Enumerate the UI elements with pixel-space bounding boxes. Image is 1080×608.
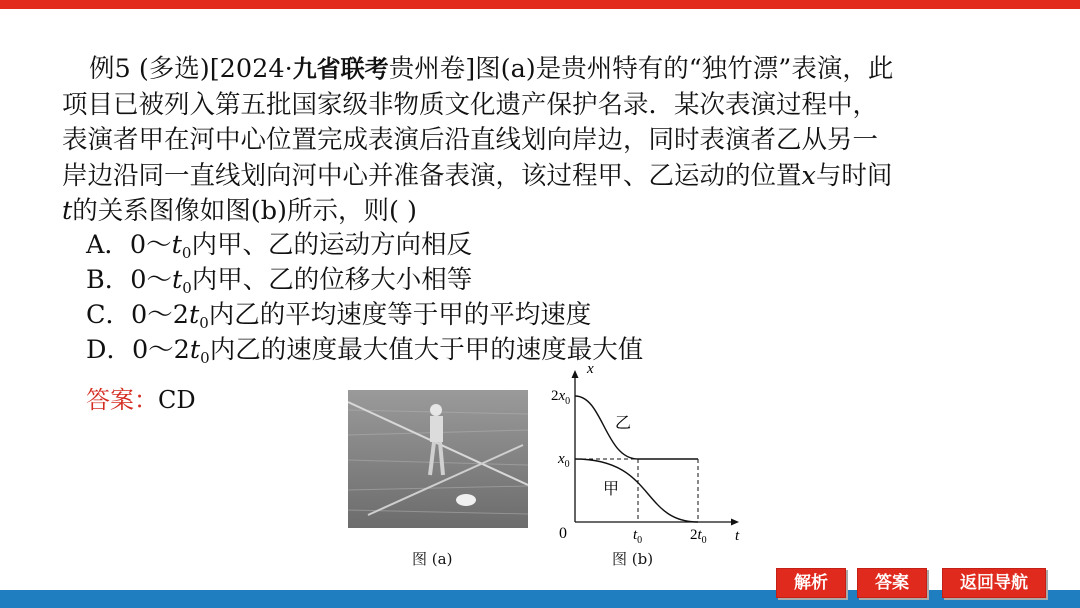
figure-a-caption: 图 (a) (412, 550, 453, 568)
y-axis-label: x (587, 362, 594, 377)
tick-t0 (633, 527, 642, 544)
answer-button[interactable]: 答案 (857, 568, 927, 598)
question-line-4 (62, 159, 1032, 195)
analysis-button[interactable]: 解析 (776, 568, 846, 598)
curve-jia (575, 459, 698, 522)
question-line-5 (62, 194, 1032, 230)
tick-2x0-var: x (558, 388, 566, 404)
tick-t0-sub: 0 (637, 535, 643, 544)
source-bold: 九省联考 (292, 55, 389, 83)
curve-yi (575, 396, 698, 459)
option-d-var: t (189, 335, 201, 365)
option-b-sub: 0 (182, 279, 192, 297)
origin-label: 0 (559, 525, 567, 542)
tick-2x0 (551, 388, 570, 407)
tick-2t0-var: t (697, 527, 702, 543)
option-c[interactable] (86, 298, 643, 333)
option-d-text: 内乙的速度最大值大于甲的速度最大值 (209, 335, 644, 365)
line-4-end: 与时间 (815, 160, 893, 191)
option-b[interactable] (86, 263, 643, 298)
tick-2t0-sub: 0 (701, 535, 707, 544)
var-t: t (62, 196, 73, 226)
bamboo-rafting-photo (348, 390, 528, 528)
var-x: x (801, 160, 816, 191)
line-5-end: 的关系图像如图(b)所示，则( ) (72, 196, 417, 226)
curve-label-yi: 乙 (615, 415, 632, 432)
y-axis-arrow (572, 370, 579, 378)
option-c-sub: 0 (199, 314, 209, 332)
question-line-2: 项目已被列入第五批国家级非物质文化遗产保护名录．某次表演过程中， (62, 89, 879, 120)
option-c-var: t (188, 300, 200, 330)
option-b-text: 内甲、乙的位移大小相等 (191, 265, 473, 295)
back-to-nav-button[interactable]: 返回导航 (942, 568, 1046, 598)
question-text (62, 52, 1032, 230)
xt-graph (545, 362, 750, 544)
tick-x0-var: x (558, 451, 565, 467)
options-list (86, 228, 643, 368)
question-number: 例5 (多选)[2024· (89, 54, 293, 84)
source-region: 贵州卷 (388, 54, 466, 84)
option-a-sub: 0 (181, 244, 192, 262)
tick-x0 (557, 451, 570, 470)
x-axis-arrow (731, 519, 739, 526)
x-axis-label: t (735, 528, 740, 544)
tick-2t0-coef: 2 (690, 527, 698, 543)
line-4-text: 岸边沿同一直线划向河中心并准备表演，该过程甲、乙运动的位置 (62, 160, 802, 191)
question-line-3: 表演者甲在河中心位置完成表演后沿直线划向岸边，同时表演者乙从另一 (62, 125, 879, 155)
answer-label: 答案： (86, 386, 158, 414)
option-b-label: B．0～ (86, 265, 172, 295)
tick-2x0-coef: 2 (551, 388, 559, 404)
top-accent-bar (0, 0, 1080, 9)
option-b-var: t (171, 265, 183, 295)
tick-2x0-sub: 0 (565, 396, 571, 407)
option-a-text: 内甲、乙的运动方向相反 (191, 230, 472, 260)
tick-t0-var: t (633, 527, 638, 543)
option-a-label: A．0～ (86, 230, 172, 260)
option-a-var: t (171, 230, 182, 260)
curve-label-jia: 甲 (603, 481, 620, 498)
answer-value: CD (158, 386, 196, 414)
question-intro: ]图(a)是贵州特有的“独竹漂”表演，此 (465, 54, 894, 84)
figure-b-caption: 图 (b) (612, 550, 654, 568)
tick-x0-sub: 0 (564, 459, 570, 470)
option-d-label: D．0～2 (86, 335, 190, 365)
option-d-sub: 0 (200, 349, 210, 367)
answer-line (86, 380, 196, 415)
option-a[interactable] (86, 228, 643, 263)
option-c-label: C．0～2 (86, 300, 189, 330)
question-line-1 (62, 52, 1032, 88)
option-c-text: 内乙的平均速度等于甲的平均速度 (208, 300, 592, 330)
tick-2t0 (690, 527, 707, 544)
photo-illustration (348, 390, 528, 528)
